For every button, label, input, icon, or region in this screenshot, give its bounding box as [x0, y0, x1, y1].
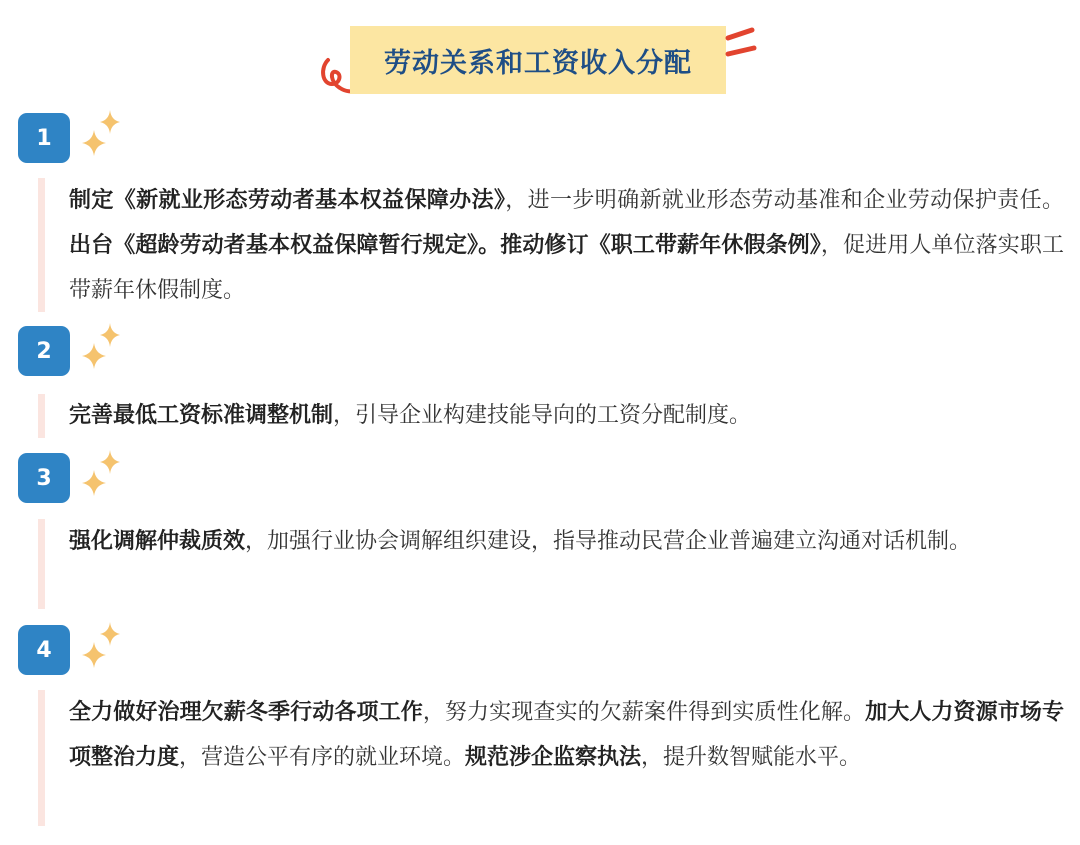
bold-phrase: 全力做好治理欠薪冬季行动各项工作 — [69, 700, 423, 725]
sparkle-icon — [80, 620, 124, 670]
item-body — [38, 690, 1068, 826]
plain-phrase: ，进一步明确新就业形态劳动基准和企业劳动保护责任。 — [505, 188, 1064, 213]
item-text — [69, 690, 1064, 780]
item-text — [69, 519, 1064, 564]
sparkle-icon — [80, 448, 124, 498]
plain-phrase: ，引导企业构建技能导向的工资分配制度。 — [333, 403, 752, 428]
item-number-badge: 1 — [18, 113, 70, 163]
bold-phrase: 完善最低工资标准调整机制 — [69, 403, 334, 428]
item-number-badge: 2 — [18, 326, 70, 376]
item-text — [69, 394, 1064, 438]
item-body — [38, 178, 1068, 312]
item-number-badge: 4 — [18, 625, 70, 675]
bold-phrase: 强化调解仲裁质效 — [69, 529, 246, 554]
plain-phrase: ，加强行业协会调解组织建设，指导推动民营企业普遍建立沟通对话机制。 — [245, 529, 972, 554]
bold-phrase: 加大人力资源市场专项整治力度 — [69, 700, 1064, 770]
plain-phrase: ，营造公平有序的就业环境。 — [179, 745, 466, 770]
page-title: 劳动关系和工资收入分配 — [384, 47, 692, 79]
bold-phrase: 规范涉企监察执法 — [465, 745, 642, 770]
item-body — [38, 519, 1068, 609]
plain-phrase: ，努力实现查实的欠薪案件得到实质性化解。 — [422, 700, 866, 725]
bold-phrase: 出台《超龄劳动者基本权益保障暂行规定》。推动修订《职工带薪年休假条例》 — [69, 233, 821, 258]
bold-phrase: 制定《新就业形态劳动者基本权益保障办法》 — [69, 188, 506, 213]
plain-phrase: ，促进用人单位落实职工带薪年休假制度。 — [69, 233, 1064, 303]
section-title-banner — [350, 26, 726, 94]
sparkle-icon — [80, 108, 124, 158]
item-text — [69, 178, 1064, 313]
item-number-badge: 3 — [18, 453, 70, 503]
double-dash-icon — [720, 24, 760, 64]
item-body — [38, 394, 1068, 438]
sparkle-icon — [80, 321, 124, 371]
plain-phrase: ，提升数智赋能水平。 — [641, 745, 862, 770]
